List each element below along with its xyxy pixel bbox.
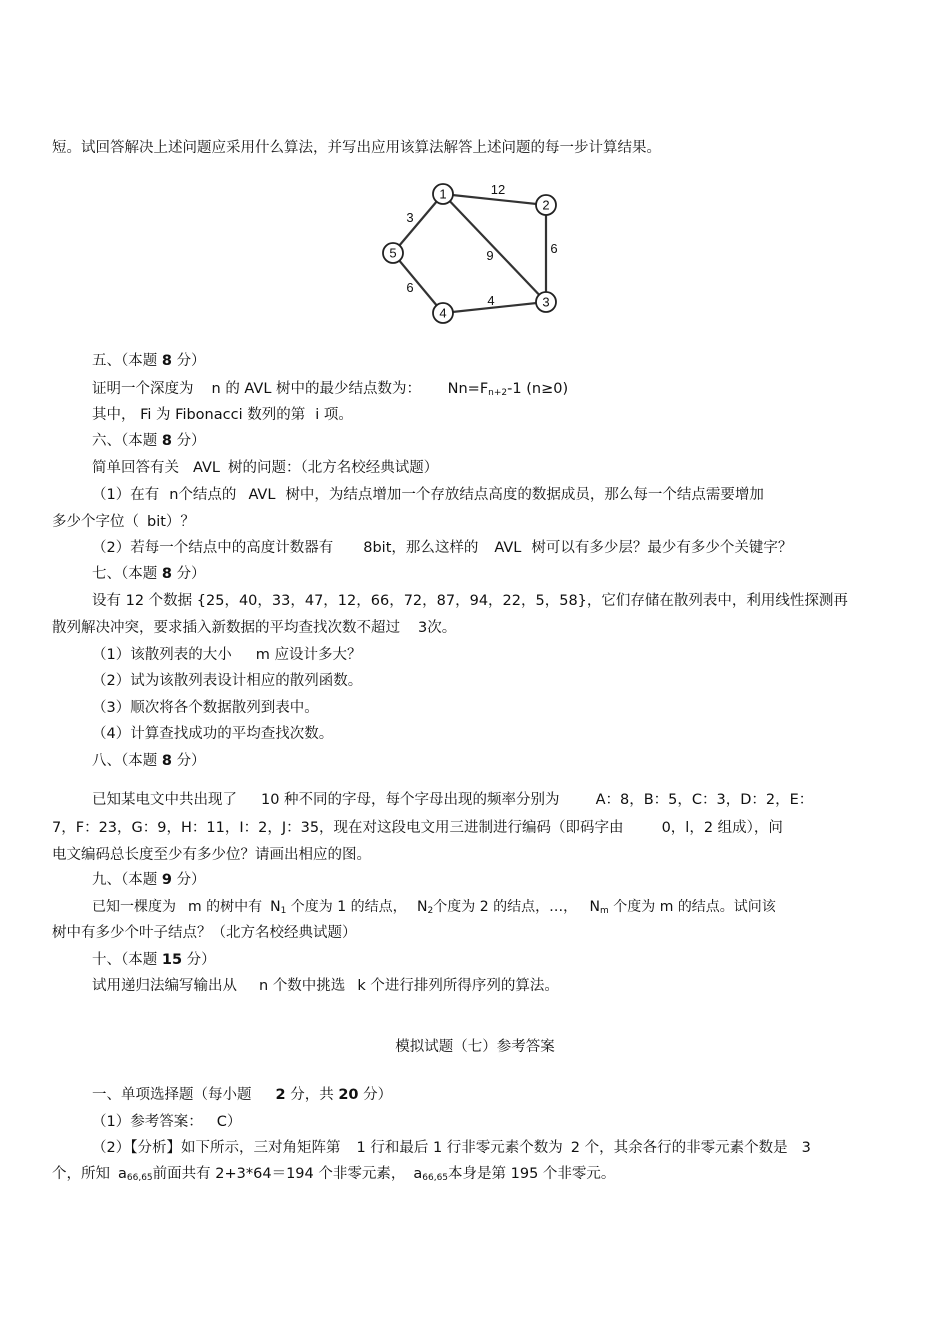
graph-node-4: [433, 303, 453, 323]
q7-line1: 设有 12 个数据 {25，40，33，47，12，66，72，87，94，22，5，58}，它们存储在散列表中，利用线性探测再: [92, 593, 848, 609]
q5-formula: $Nn=F_{n+2}-1$ (n≥0): [447, 381, 569, 398]
q7-sub2: （2）试为该散列表设计相应的散列函数。: [92, 673, 363, 689]
q9-line1: 已知一棵度为 m 的树中有 $N_1$ 个度为 1 的结点， $N_2$个度为 2 的结点，…， $N_m$ 个度为 m 的结点。试问该: [92, 899, 776, 916]
q5-heading: 五、（本题 8 分）: [92, 353, 206, 369]
edge-weight-1-5: 3: [406, 210, 414, 225]
edge-weight-4-3: 4: [487, 293, 495, 308]
q5-score: 8: [161, 353, 172, 369]
q7-sub4: （4）计算查找成功的平均查找次数。: [92, 726, 334, 742]
q7-line2: 散列解决冲突，要求插入新数据的平均查找次数不超过 3次。: [52, 620, 457, 636]
q7-sub1: （1）该散列表的大小 m 应设计多大？: [92, 647, 362, 663]
q9-line2: 树中有多少个叶子结点？（北方名校经典试题）: [52, 925, 357, 941]
q7-sub3: （3）顺次将各个数据散列到表中。: [92, 700, 319, 716]
q6-score: 8: [161, 433, 172, 449]
answers-title: 模拟试题（七）参考答案: [395, 1039, 555, 1055]
graph-edge-1-5: [393, 194, 443, 253]
answers-section1-heading: 一、单项选择题（每小题 2 分，共 20 分）: [92, 1087, 393, 1103]
graph-node-label: 4: [439, 305, 447, 321]
graph-node-2: [536, 195, 556, 215]
answer-2-cont: 个，所知 $a_{66,65}$前面共有 2+3*64＝194 个非零元素， $a_{66,65}$本身是第 195 个非零元。: [52, 1166, 616, 1183]
q7-heading: 七、（本题 8 分）: [92, 566, 206, 582]
q10-heading: 十、（本题 15 分）: [92, 952, 216, 968]
intro-text: 短。试回答解决上述问题应采用什么算法，并写出应用该算法解答上述问题的每一步计算结果。: [52, 140, 661, 156]
q6-line1: 简单回答有关 AVL 树的问题：（北方名校经典试题）: [92, 460, 439, 476]
q10-line1: 试用递归法编写输出从 n 个数中挑选 k 个进行排列所得序列的算法。: [92, 978, 559, 994]
q7-score: 8: [161, 566, 172, 582]
graph-node-1: [433, 184, 453, 204]
graph-node-3: [536, 292, 556, 312]
q6-sub2: （2）若每一个结点中的高度计数器有 8bit，那么这样的 AVL 树可以有多少层？最少有多少个关键字？: [92, 540, 793, 556]
edge-weight-5-4: 6: [406, 280, 414, 295]
q8-line1: 已知某电文中共出现了 10 种不同的字母，每个字母出现的频率分别为 A：8，B：5，C：3，D：2，E：: [92, 792, 814, 808]
q8-line3: 电文编码总长度至少有多少位？请画出相应的图。: [52, 847, 371, 863]
q6-sub1: （1）在有 n个结点的 AVL 树中，为结点增加一个存放结点高度的数据成员，那么每一个结点需要增加: [92, 487, 764, 503]
q6-heading: 六、（本题 8 分）: [92, 433, 206, 449]
edge-weight-1-2: 12: [490, 182, 506, 197]
answer-2: （2）【分析】如下所示，三对角矩阵第 1 行和最后 1 行非零元素个数为 2 个，其余各行的非零元素个数是 3: [92, 1140, 811, 1156]
weighted-graph-figure: [370, 176, 570, 328]
graph-node-label: 1: [439, 186, 447, 202]
graph-edge-1-3: [443, 194, 546, 302]
q9-heading: 九、（本题 9 分）: [92, 872, 206, 888]
graph-node-label: 5: [389, 245, 397, 261]
q8-score: 8: [161, 753, 172, 769]
answer-1: （1）参考答案： C）: [92, 1114, 242, 1130]
q5-line2: 其中， Fi 为 Fibonacci 数列的第 i 项。: [92, 407, 353, 423]
edge-weight-2-3: 6: [550, 241, 558, 256]
q6-sub1-cont: 多少个字位（ bit）？: [52, 514, 195, 530]
q9-score: 9: [161, 872, 172, 888]
graph-node-5: [383, 243, 403, 263]
graph-edge-5-4: [393, 253, 443, 313]
q5-line1: 证明一个深度为 n 的 AVL 树中的最少结点数为： $Nn=F_{n+2}-1$ (n≥0): [92, 381, 569, 398]
q8-heading: 八、（本题 8 分）: [92, 753, 206, 769]
graph-node-label: 2: [542, 197, 550, 213]
graph-node-label: 3: [542, 294, 550, 310]
q8-line2: 7，F：23，G：9，H：11，I：2，J：35，现在对这段电文用三进制进行编码（即码字由 0，l，2 组成），问: [52, 820, 783, 836]
q10-score: 15: [161, 952, 183, 968]
edge-weight-1-3: 9: [486, 248, 494, 263]
